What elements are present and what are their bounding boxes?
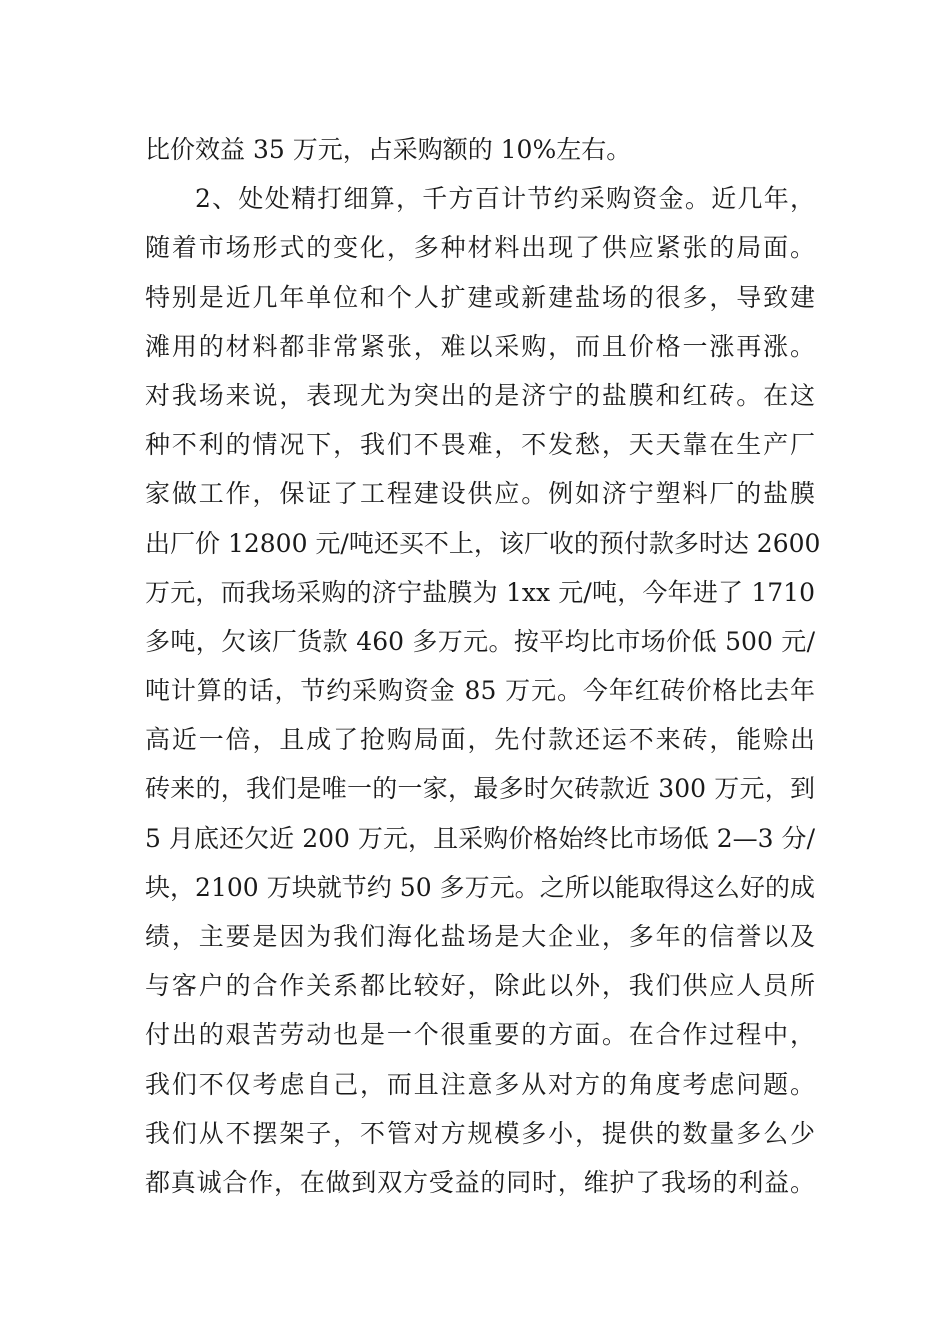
text-line: 都真诚合作，在做到双方受益的同时，维护了我场的利益。 [145,1167,815,1197]
text-line: 特别是近几年单位和个人扩建或新建盐场的很多，导致建 [145,282,815,312]
text-line: 比价效益 35 万元，占采购额的 10%左右。 [145,135,632,164]
text-line: 付出的艰苦劳动也是一个很重要的方面。在合作过程中， [145,1020,815,1050]
body-text [145,125,821,1207]
text-line: 种不利的情况下，我们不畏难，不发愁，天天靠在生产厂 [145,430,815,460]
text-line: 吨计算的话，节约采购资金 85 万元。今年红砖价格比去年 [145,676,815,706]
text-line: 多吨，欠该厂货款 460 多万元。按平均比市场价低 500 元/ [145,626,815,656]
text-line: 万元，而我场采购的济宁盐膜为 1xx 元/吨，今年进了 1710 [145,577,815,607]
text-line: 我们从不摆架子，不管对方规模多小，提供的数量多么少 [145,1118,815,1148]
text-line: 对我场来说，表现尤为突出的是济宁的盐膜和红砖。在这 [145,380,815,410]
text-line: 出厂价 12800 元/吨还买不上，该厂收的预付款多时达 2600 [145,528,821,558]
text-line: 块，2100 万块就节约 50 多万元。之所以能取得这么好的成 [145,872,815,902]
text-line: 高近一倍，且成了抢购局面，先付款还运不来砖，能赊出 [145,725,815,755]
text-line: 绩，主要是因为我们海化盐场是大企业，多年的信誉以及 [145,922,815,951]
text-line: 随着市场形式的变化，多种材料出现了供应紧张的局面。 [145,233,815,263]
paragraph-start-line: 2、处处精打细算，千方百计节约采购资金。近几年， [195,184,815,214]
text-line: 5 月底还欠近 200 万元，且采购价格始终比市场低 2—3 分/ [145,823,815,853]
text-line: 滩用的材料都非常紧张，难以采购，而且价格一涨再涨。 [145,331,815,361]
text-line: 家做工作，保证了工程建设供应。例如济宁塑料厂的盐膜 [145,479,815,509]
text-line: 我们不仅考虑自己，而且注意多从对方的角度考虑问题。 [145,1069,815,1099]
text-line: 砖来的，我们是唯一的一家，最多时欠砖款近 300 万元，到 [145,774,815,804]
text-line: 与客户的合作关系都比较好，除此以外，我们供应人员所 [145,971,815,1001]
